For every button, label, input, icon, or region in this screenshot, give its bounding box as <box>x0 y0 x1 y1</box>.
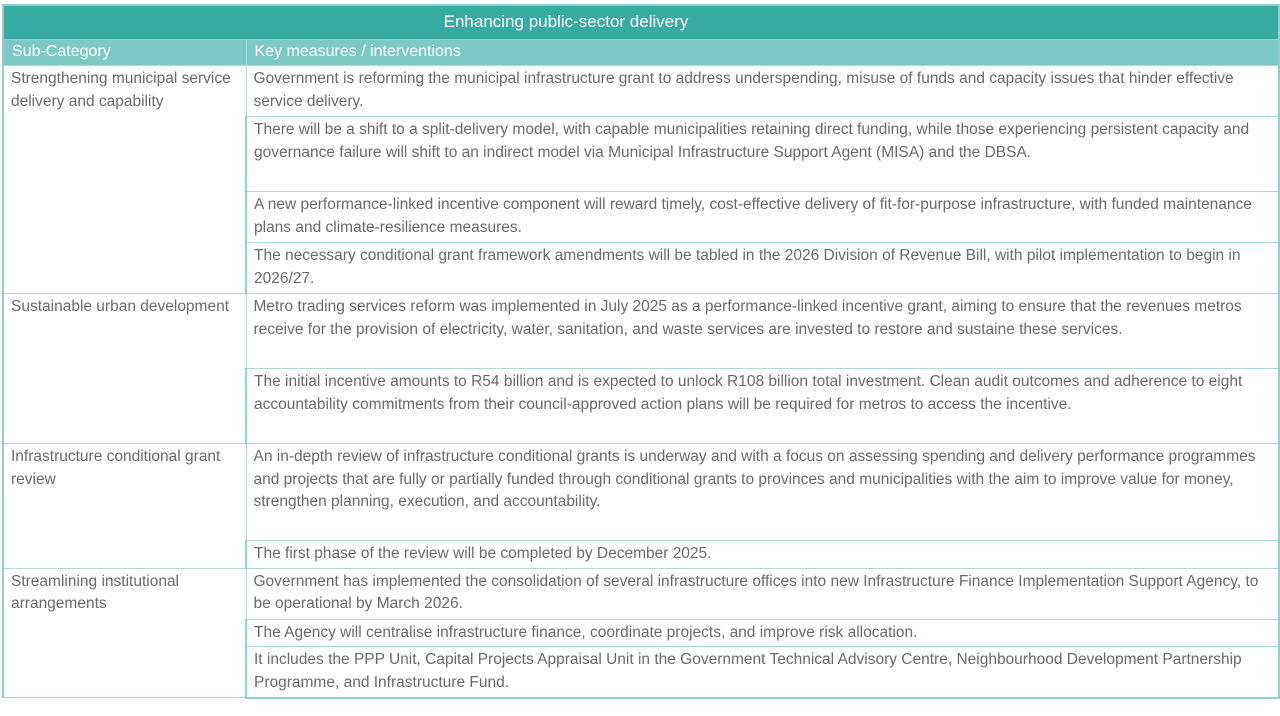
measure-cell: The necessary conditional grant framework amendments will be tabled in the 2026 Division of Revenue Bill, with pilot implementation to begin in 2026/27. <box>246 243 1279 294</box>
table-title: Enhancing public-sector delivery <box>3 5 1279 40</box>
table-row <box>3 294 1279 369</box>
measure-cell: An in-depth review of infrastructure conditional grants is underway and with a focus on assessing spending and delivery performance programmes and projects that are fully or partially funded through conditional grants to provinces and municipalities with the aim to improve value for money, strengthen planning, execution, and accountability. <box>246 444 1279 541</box>
table-row <box>3 568 1279 619</box>
table-row <box>3 444 1279 541</box>
category-cell-sustainable-urban: Sustainable urban development <box>3 294 246 444</box>
column-header-sub-category: Sub-Category <box>3 40 246 66</box>
delivery-table <box>2 4 1280 699</box>
table-title-row <box>3 5 1279 40</box>
measure-cell: The Agency will centralise infrastructure finance, coordinate projects, and improve risk allocation. <box>246 619 1279 647</box>
measure-cell: The initial incentive amounts to R54 billion and is expected to unlock R108 billion total investment. Clean audit outcomes and adherence to eight accountability commitments from their council-approved action plans will be required for metros to access the incentive. <box>246 369 1279 444</box>
measure-cell: A new performance-linked incentive component will reward timely, cost-effective delivery of fit-for-purpose infrastructure, with funded maintenance plans and climate-resilience measures. <box>246 192 1279 243</box>
measure-cell: The first phase of the review will be completed by December 2025. <box>246 541 1279 569</box>
category-cell-grant-review: Infrastructure conditional grant review <box>3 444 246 569</box>
column-header-key-measures: Key measures / interventions <box>246 40 1279 66</box>
category-cell-strengthening-municipal: Strengthening municipal service delivery and capability <box>3 66 246 294</box>
column-header-row <box>3 40 1279 66</box>
measure-cell: Government has implemented the consolidation of several infrastructure offices into new Infrastructure Finance Implementation Support Agency, to be operational by March 2026. <box>246 568 1279 619</box>
measure-cell: Metro trading services reform was implemented in July 2025 as a performance-linked incentive grant, aiming to ensure that the revenues metros receive for the provision of electricity, water, sanitation, and waste services are invested to restore and sustaine these services. <box>246 294 1279 369</box>
measure-cell: Government is reforming the municipal infrastructure grant to address underspending, misuse of funds and capacity issues that hinder effective service delivery. <box>246 66 1279 117</box>
measure-cell: There will be a shift to a split-delivery model, with capable municipalities retaining direct funding, while those experiencing persistent capacity and governance failure will shift to an indirect model via Municipal Infrastructure Support Agent (MISA) and the DBSA. <box>246 117 1279 192</box>
measure-cell: It includes the PPP Unit, Capital Projects Appraisal Unit in the Government Technical Advisory Centre, Neighbourhood Development Partnership Programme, and Infrastructure Fund. <box>246 647 1279 698</box>
category-cell-streamlining-institutional: Streamlining institutional arrangements <box>3 568 246 698</box>
table-row <box>3 66 1279 117</box>
